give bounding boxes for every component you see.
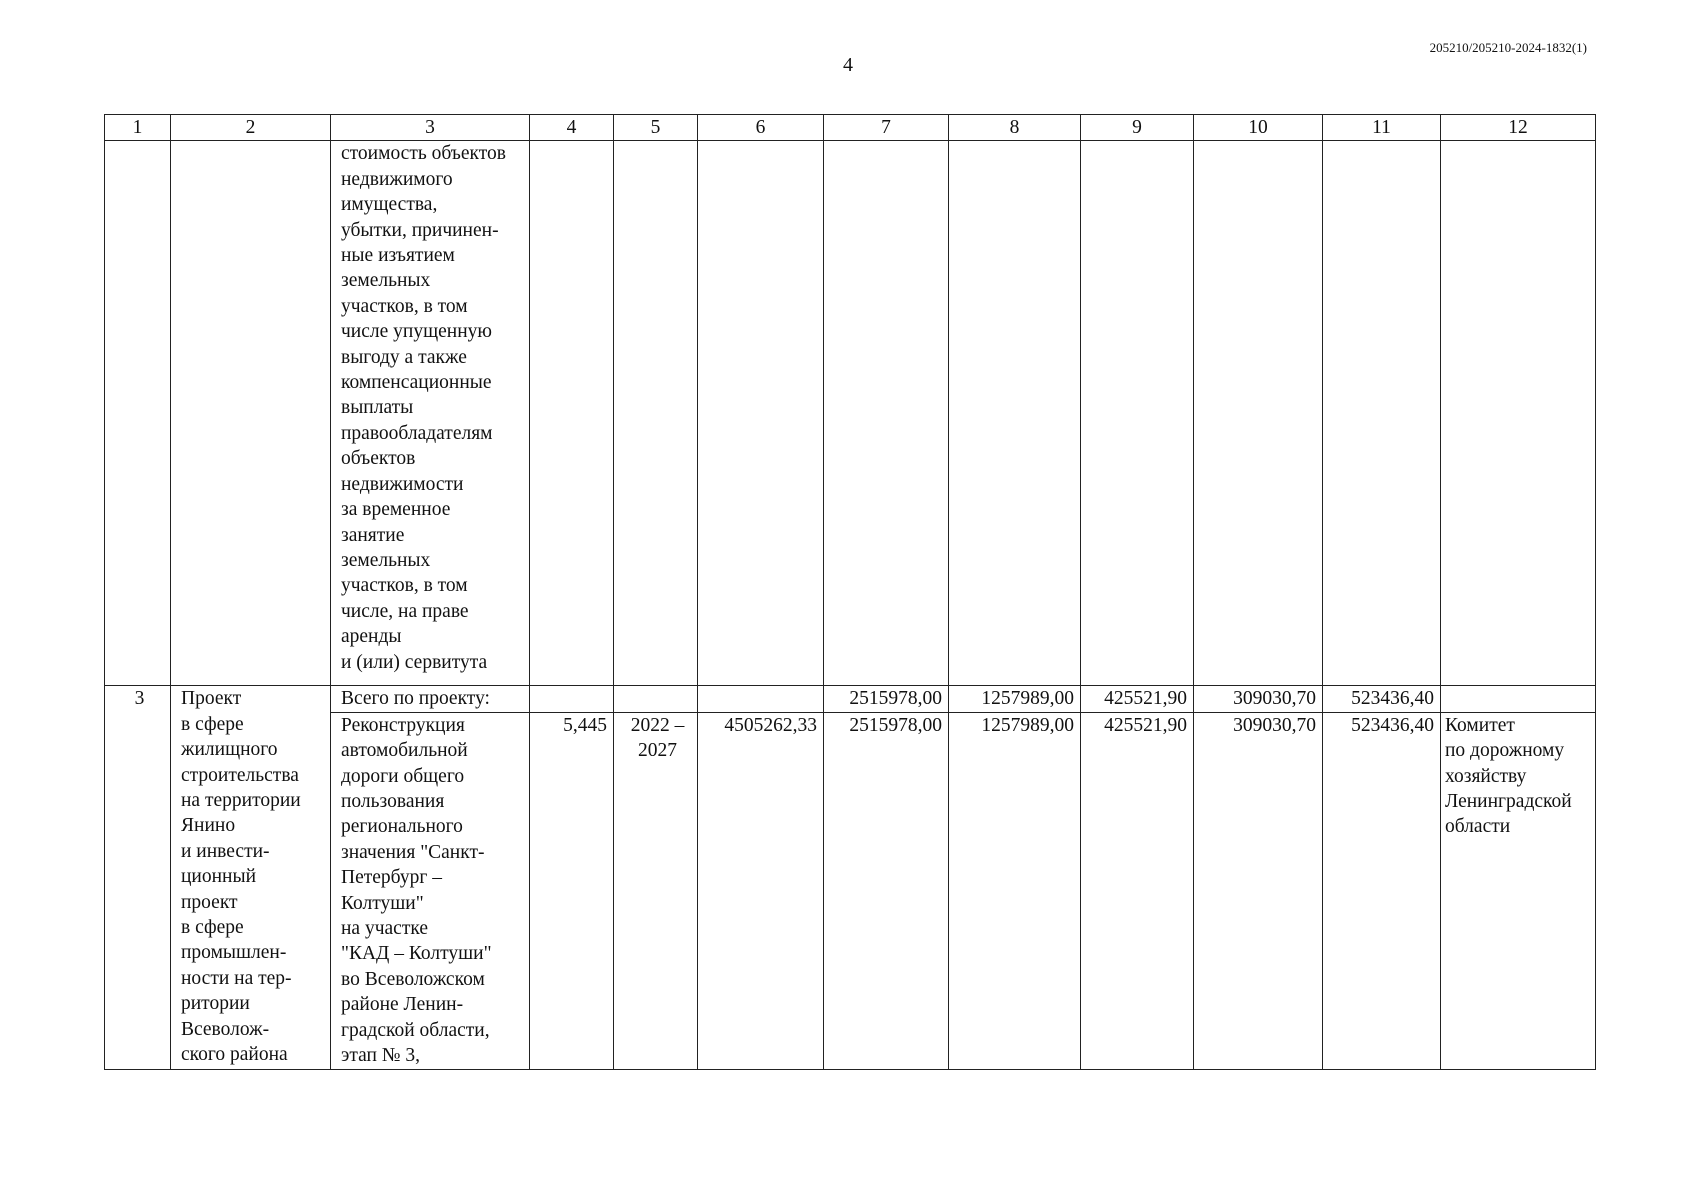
value-col7: 2515978,00 — [824, 712, 949, 1069]
text-line: Проект — [181, 688, 242, 710]
text-line: градской области, — [341, 1019, 490, 1041]
value-col9: 425521,90 — [1081, 712, 1194, 1069]
column-header-11: 11 — [1323, 115, 1441, 141]
text-line: компенсационные — [341, 372, 492, 394]
column-header-8: 8 — [949, 115, 1081, 141]
total-value-col11: 523436,40 — [1323, 686, 1441, 712]
text-line: земельных — [341, 549, 431, 571]
text-line: этап № 3, — [341, 1045, 420, 1067]
text-line: участков, в том — [341, 295, 468, 317]
text-line: и инвести- — [181, 840, 270, 862]
text-line: Ленинградской — [1445, 791, 1572, 813]
text-line: Петербург – — [341, 867, 442, 889]
text-line: значения "Санкт- — [341, 841, 485, 863]
text-line: ского района — [181, 1044, 288, 1066]
text-line: и (или) сервитута — [341, 651, 488, 673]
text-line: объектов — [341, 448, 416, 470]
text-line: аренды — [341, 626, 402, 648]
column-header-5: 5 — [614, 115, 698, 141]
column-header-9: 9 — [1081, 115, 1194, 141]
text-line: ционный — [181, 866, 257, 888]
text-line: в сфере — [181, 917, 244, 939]
text-line: на территории — [181, 790, 301, 812]
column-header-2: 2 — [171, 115, 331, 141]
period-cell — [614, 712, 698, 1069]
text-line: "КАД – Колтуши" — [341, 943, 492, 965]
text-line: автомобильной — [341, 740, 468, 762]
total-value-col10: 309030,70 — [1194, 686, 1323, 712]
total-value-col7: 2515978,00 — [824, 686, 949, 712]
total-value-col8: 1257989,00 — [949, 686, 1081, 712]
text-line: во Всеволожском — [341, 968, 485, 990]
cost-value: 4505262,33 — [698, 712, 824, 1069]
column-header-1: 1 — [105, 115, 171, 141]
text-line: земельных — [341, 270, 431, 292]
text-line: в сфере — [181, 713, 244, 735]
text-line: Реконструкция — [341, 714, 465, 736]
column-header-7: 7 — [824, 115, 949, 141]
continuation-text-cell — [331, 141, 530, 686]
text-line: за временное — [341, 499, 451, 521]
text-line: проект — [181, 891, 238, 913]
object-description-cell — [331, 712, 530, 1069]
continuation-row — [105, 141, 1596, 686]
value-col11: 523436,40 — [1323, 712, 1441, 1069]
column-header-3: 3 — [331, 115, 530, 141]
text-line: занятие — [341, 524, 405, 546]
text-line: числе, на праве — [341, 600, 469, 622]
text-line: ности на тер- — [181, 967, 292, 989]
responsible-cell — [1441, 712, 1596, 1069]
text-line: строительства — [181, 764, 299, 786]
total-label: Всего по проекту: — [331, 686, 530, 712]
budget-table — [104, 114, 1596, 1070]
text-line: недвижимого — [341, 168, 453, 190]
value-col10: 309030,70 — [1194, 712, 1323, 1069]
row-number: 3 — [105, 686, 171, 1069]
text-line: числе упущенную — [341, 321, 492, 343]
text-line: регионального — [341, 816, 463, 838]
text-line: Всеволож- — [181, 1018, 270, 1040]
text-line: правообладателям — [341, 422, 493, 444]
text-line: промышлен- — [181, 942, 287, 964]
period-end: 2027 — [638, 740, 677, 762]
text-line: ные изъятием — [341, 245, 455, 267]
text-line: убытки, причинен- — [341, 219, 499, 241]
text-line: участков, в том — [341, 575, 468, 597]
column-header-12: 12 — [1441, 115, 1596, 141]
text-line: хозяйству — [1445, 765, 1527, 787]
period-start: 2022 – — [630, 714, 685, 736]
value-col8: 1257989,00 — [949, 712, 1081, 1069]
project-total-row — [105, 686, 1596, 712]
text-line: области — [1445, 816, 1511, 838]
text-line: Янино — [181, 815, 236, 837]
page-number: 4 — [843, 54, 853, 76]
text-line: пользования — [341, 791, 445, 813]
text-line: Комитет — [1445, 714, 1515, 736]
text-line: стоимость объектов — [341, 143, 506, 165]
text-line: имущества, — [341, 194, 438, 216]
total-value-col9: 425521,90 — [1081, 686, 1194, 712]
column-header-10: 10 — [1194, 115, 1323, 141]
text-line: недвижимости — [341, 473, 464, 495]
table-header-row — [105, 115, 1596, 141]
text-line: жилищного — [181, 739, 278, 761]
column-header-6: 6 — [698, 115, 824, 141]
length-value: 5,445 — [530, 712, 614, 1069]
document-id: 205210/205210-2024-1832(1) — [1429, 40, 1587, 55]
text-line: выплаты — [341, 397, 414, 419]
text-line: ритории — [181, 993, 250, 1015]
text-line: районе Ленин- — [341, 994, 464, 1016]
project-name-cell — [171, 686, 331, 1069]
text-line: на участке — [341, 918, 428, 940]
text-line: выгоду а также — [341, 346, 467, 368]
text-line: дороги общего — [341, 765, 465, 787]
column-header-4: 4 — [530, 115, 614, 141]
text-line: Колтуши" — [341, 892, 424, 914]
text-line: по дорожному — [1445, 740, 1565, 762]
